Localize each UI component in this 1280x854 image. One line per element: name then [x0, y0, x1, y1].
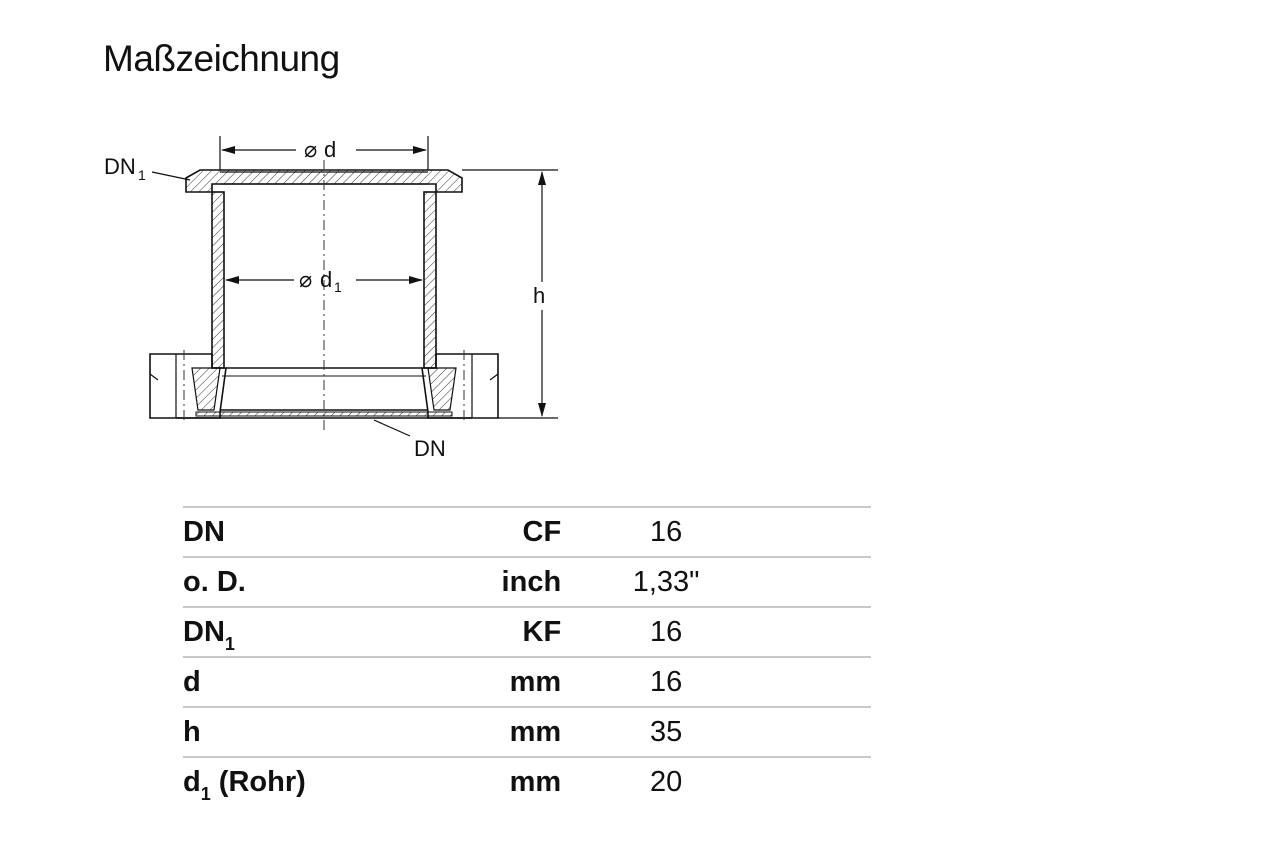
row-unit: CF	[438, 507, 561, 557]
table-row	[183, 557, 871, 607]
parameter-suffix: (Rohr)	[210, 766, 306, 798]
row-parameter	[183, 557, 438, 607]
row-value: 20	[561, 757, 871, 807]
label-d: d	[324, 137, 337, 162]
table-row	[183, 607, 871, 657]
row-parameter	[183, 607, 438, 657]
spec-table	[183, 506, 871, 807]
parameter-subscript: 1	[224, 633, 235, 654]
parameter-name: DN	[183, 615, 225, 648]
centerlines	[184, 160, 464, 430]
parameter-name: h	[183, 715, 201, 748]
row-value: 16	[561, 507, 871, 557]
row-value: 16	[561, 607, 871, 657]
row-unit: inch	[438, 557, 561, 607]
leader-dn	[374, 420, 446, 461]
parameter-subscript: 1	[200, 784, 211, 804]
label-dn1: DN	[104, 154, 136, 179]
leader-dn1	[104, 154, 190, 183]
row-unit: mm	[438, 707, 561, 757]
diameter-symbol-d1: ⌀	[299, 267, 313, 292]
dimension-d	[222, 137, 426, 162]
label-d1: d	[320, 267, 333, 292]
table-row	[183, 757, 871, 807]
row-unit: KF	[438, 607, 561, 657]
row-parameter	[183, 757, 438, 807]
row-parameter	[183, 507, 438, 557]
label-dn: DN	[414, 436, 446, 461]
parameter-name: d	[183, 665, 201, 698]
page-title: Maßzeichnung	[103, 38, 340, 79]
row-unit: mm	[438, 657, 561, 707]
table-row	[183, 657, 871, 707]
row-parameter	[183, 657, 438, 707]
label-dn1-sub: 1	[138, 167, 146, 183]
parameter-name: o. D.	[183, 565, 246, 598]
diameter-symbol-d: ⌀	[304, 137, 318, 162]
dimension-d1	[226, 267, 422, 295]
label-d1-sub: 1	[334, 279, 342, 295]
row-unit: mm	[438, 757, 561, 807]
table-row	[183, 507, 871, 557]
parameter-name: DN	[183, 515, 225, 548]
parameter-name: d	[183, 766, 201, 798]
dimension-h	[533, 172, 545, 416]
row-parameter	[183, 707, 438, 757]
row-value: 35	[561, 707, 871, 757]
label-h: h	[533, 283, 546, 308]
row-value: 1,33"	[561, 557, 871, 607]
table-row	[183, 707, 871, 757]
row-value: 16	[561, 657, 871, 707]
